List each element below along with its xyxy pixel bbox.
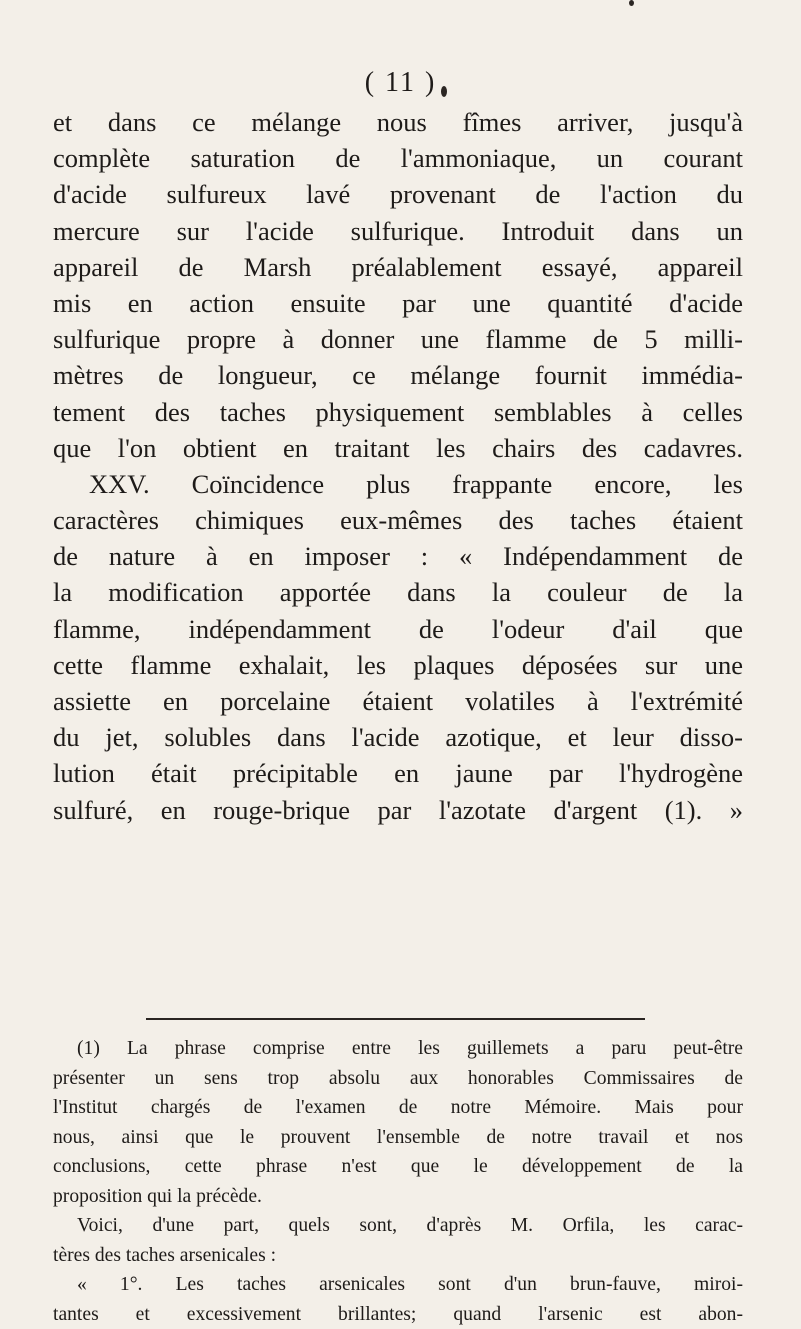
text-line: la modification apportée dans la couleur de la [53, 574, 743, 610]
text-line: lution était précipitable en jaune par l'hydrogène [53, 755, 743, 791]
ink-spot [629, 0, 634, 6]
footnote-line: tères des taches arsenicales : [53, 1241, 743, 1271]
footnote-line: « 1°. Les taches arsenicales sont d'un brun-fauve, miroi- [53, 1270, 743, 1300]
footnote-line: présenter un sens trop absolu aux honorables Commissaires de [53, 1064, 743, 1094]
text-line: du jet, solubles dans l'acide azotique, et leur disso- [53, 719, 743, 755]
ink-spot [441, 86, 447, 97]
text-line: tement des taches physiquement semblables à celles [53, 394, 743, 430]
text-line: XXV. Coïncidence plus frappante encore, les [53, 466, 743, 502]
footnote-line: conclusions, cette phrase n'est que le développement de la [53, 1152, 743, 1182]
text-line: cette flamme exhalait, les plaques déposées sur une [53, 647, 743, 683]
footnote-line: (1) La phrase comprise entre les guillemets a paru peut-être [53, 1034, 743, 1064]
text-line: complète saturation de l'ammoniaque, un courant [53, 140, 743, 176]
text-line: que l'on obtient en traitant les chairs des cadavres. [53, 430, 743, 466]
text-line: d'acide sulfureux lavé provenant de l'action du [53, 176, 743, 212]
text-line: caractères chimiques eux-mêmes des taches étaient [53, 502, 743, 538]
footnote-separator [146, 1018, 645, 1020]
text-line: assiette en porcelaine étaient volatiles à l'extrémité [53, 683, 743, 719]
footnote-line: Voici, d'une part, quels sont, d'après M. Orfila, les carac- [53, 1211, 743, 1241]
text-line: mètres de longueur, ce mélange fournit immédia- [53, 357, 743, 393]
text-line: mis en action ensuite par une quantité d'acide [53, 285, 743, 321]
footnote-line: l'Institut chargés de l'examen de notre Mémoire. Mais pour [53, 1093, 743, 1123]
footnote-line: nous, ainsi que le prouvent l'ensemble de notre travail et nos [53, 1123, 743, 1153]
text-line: sulfurique propre à donner une flamme de 5 milli- [53, 321, 743, 357]
footnote [53, 1034, 743, 1329]
page-number: ( 11 ) [0, 66, 801, 100]
text-line: mercure sur l'acide sulfurique. Introduit dans un [53, 213, 743, 249]
text-line: et dans ce mélange nous fîmes arriver, jusqu'à [53, 104, 743, 140]
main-text [53, 104, 743, 828]
footnote-line: tantes et excessivement brillantes; quand l'arsenic est abon- [53, 1300, 743, 1329]
text-line: appareil de Marsh préalablement essayé, appareil [53, 249, 743, 285]
text-line: de nature à en imposer : « Indépendamment de [53, 538, 743, 574]
text-line: flamme, indépendamment de l'odeur d'ail que [53, 611, 743, 647]
text-line: sulfuré, en rouge-brique par l'azotate d'argent (1). » [53, 792, 743, 828]
footnote-line: proposition qui la précède. [53, 1182, 743, 1212]
